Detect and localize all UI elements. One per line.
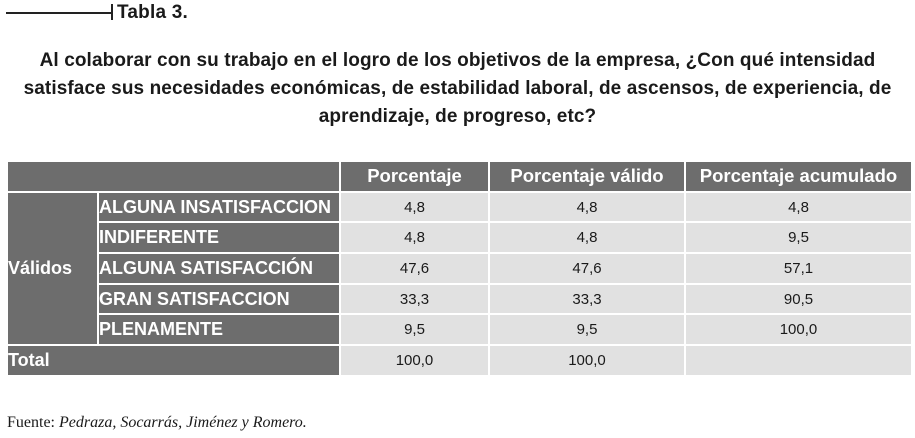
cell-porcentaje-valido: 47,6 bbox=[489, 253, 685, 284]
row-category: ALGUNA INSATISFACCION bbox=[98, 192, 340, 223]
row-category: GRAN SATISFACCION bbox=[98, 284, 340, 315]
cell-porcentaje: 4,8 bbox=[340, 192, 489, 223]
table-label: Tabla 3. bbox=[117, 2, 188, 23]
table-row bbox=[7, 253, 912, 284]
cell-porcentaje-valido: 33,3 bbox=[489, 284, 685, 315]
source-note bbox=[7, 414, 307, 432]
cell-porcentaje-acumulado: 9,5 bbox=[685, 222, 912, 253]
total-row bbox=[7, 345, 912, 376]
total-porcentaje-acumulado bbox=[685, 345, 912, 376]
cell-porcentaje-acumulado: 100,0 bbox=[685, 314, 912, 345]
cell-porcentaje-valido: 4,8 bbox=[489, 222, 685, 253]
cell-porcentaje-valido: 4,8 bbox=[489, 192, 685, 223]
cell-porcentaje: 47,6 bbox=[340, 253, 489, 284]
row-category: ALGUNA SATISFACCIÓN bbox=[98, 253, 340, 284]
cell-porcentaje-acumulado: 57,1 bbox=[685, 253, 912, 284]
row-category: INDIFERENTE bbox=[98, 222, 340, 253]
source-prefix: Fuente: bbox=[7, 414, 59, 431]
group-label-validos: Válidos bbox=[7, 192, 98, 345]
cell-porcentaje: 9,5 bbox=[340, 314, 489, 345]
cell-porcentaje-acumulado: 90,5 bbox=[685, 284, 912, 315]
cell-porcentaje-acumulado: 4,8 bbox=[685, 192, 912, 223]
table-row bbox=[7, 192, 912, 223]
table-row bbox=[7, 222, 912, 253]
cell-porcentaje-valido: 9,5 bbox=[489, 314, 685, 345]
header-porcentaje: Porcentaje bbox=[340, 161, 489, 192]
total-porcentaje: 100,0 bbox=[340, 345, 489, 376]
source-authors: Pedraza, Socarrás, Jiménez y Romero. bbox=[59, 414, 307, 431]
cell-porcentaje: 4,8 bbox=[340, 222, 489, 253]
table-question: Al colaborar con su trabajo en el logro de los objetivos de la empresa, ¿Con qué intensidad satisface sus necesidades económicas, de estabilidad laboral, de ascensos, de experiencia, de aprendizaje, de progreso, etc? bbox=[23, 50, 892, 127]
total-label: Total bbox=[7, 345, 340, 376]
header-blank-cell bbox=[7, 161, 340, 192]
results-table bbox=[6, 160, 913, 377]
title-rule-tick bbox=[111, 4, 113, 20]
header-porcentaje-valido: Porcentaje válido bbox=[489, 161, 685, 192]
cell-porcentaje: 33,3 bbox=[340, 284, 489, 315]
table-row bbox=[7, 284, 912, 315]
table-row bbox=[7, 314, 912, 345]
row-category: PLENAMENTE bbox=[98, 314, 340, 345]
title-rule-line bbox=[6, 12, 112, 14]
header-row bbox=[7, 161, 912, 192]
header-porcentaje-acumulado: Porcentaje acumulado bbox=[685, 161, 912, 192]
total-porcentaje-valido: 100,0 bbox=[489, 345, 685, 376]
